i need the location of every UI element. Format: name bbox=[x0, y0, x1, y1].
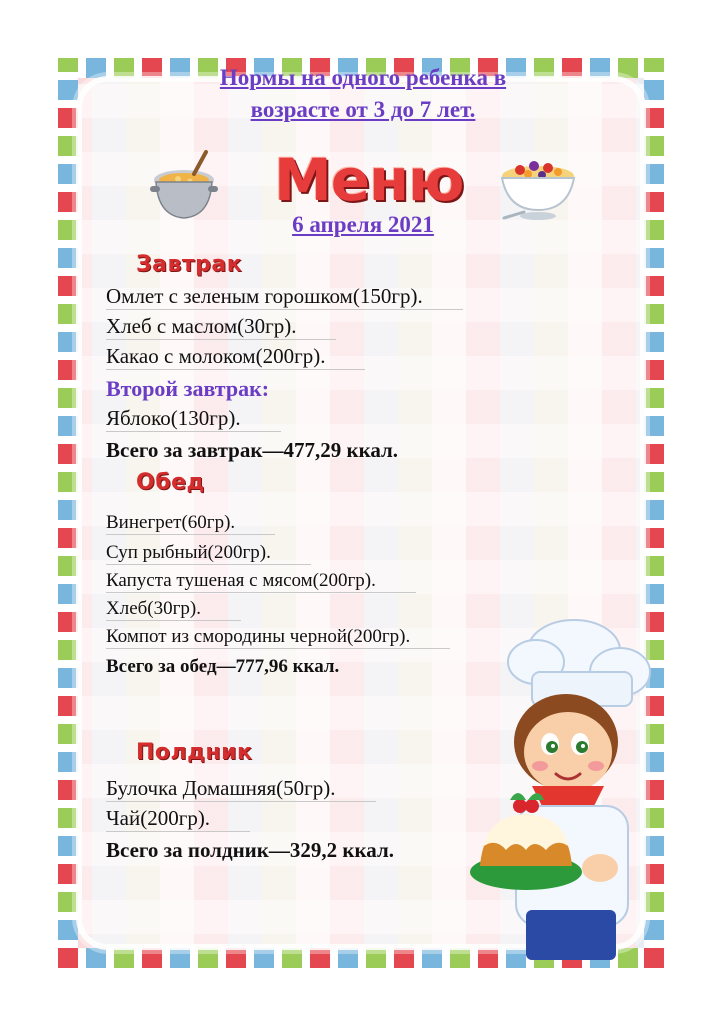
breakfast-item: Какао с молоком(200гр). bbox=[106, 344, 326, 368]
lunch-item: Суп рыбный(200гр). bbox=[106, 542, 271, 563]
menu-date: 6 апреля 2021 bbox=[292, 212, 434, 237]
snack-total: Всего за полдник—329,2 ккал. bbox=[106, 838, 394, 862]
snack-item: Булочка Домашняя(50гр). bbox=[106, 776, 336, 800]
section-snack-title: Полдник bbox=[136, 740, 253, 765]
lunch-item: Винегрет(60гр). bbox=[106, 512, 236, 533]
lunch-item: Капуста тушеная с мясом(200гр). bbox=[106, 570, 376, 591]
section-lunch-title: Обед bbox=[136, 470, 205, 495]
lunch-total: Всего за обед—777,96 ккал. bbox=[106, 656, 340, 677]
lunch-item: Компот из смородины черной(200гр). bbox=[106, 626, 411, 647]
norms-line-2: возрасте от 3 до 7 лет. bbox=[250, 97, 476, 122]
norms-line-1: Нормы на одного ребенка в bbox=[219, 65, 507, 90]
breakfast-item: Омлет с зеленым горошком(150гр). bbox=[106, 284, 423, 308]
section-breakfast-title: Завтрак bbox=[136, 252, 243, 277]
snack-item: Чай(200гр). bbox=[106, 806, 211, 830]
lunch-item: Хлеб(30гр). bbox=[106, 598, 201, 619]
menu-title: Меню bbox=[274, 146, 464, 214]
second-breakfast-title: Второй завтрак: bbox=[106, 376, 270, 401]
breakfast-item: Хлеб с маслом(30гр). bbox=[106, 314, 297, 338]
second-breakfast-item: Яблоко(130гр). bbox=[106, 406, 241, 430]
breakfast-total: Всего за завтрак—477,29 ккал. bbox=[106, 438, 399, 462]
chef-boy-illustration bbox=[470, 610, 660, 970]
left-border bbox=[58, 58, 78, 968]
